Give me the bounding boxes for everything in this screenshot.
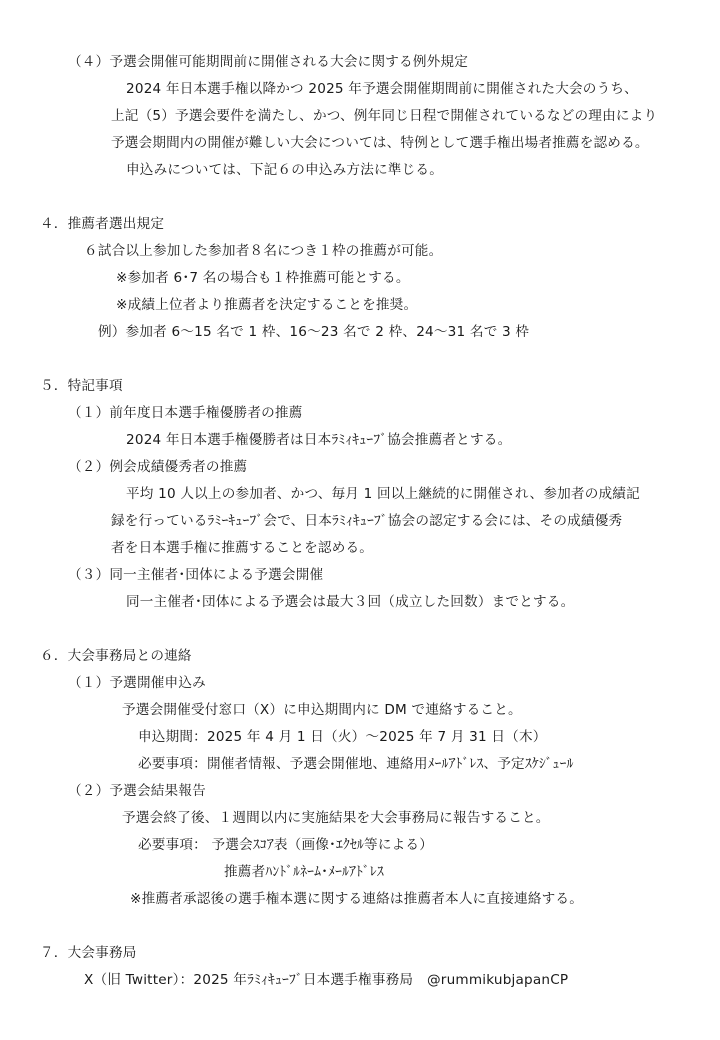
section-6-sub-1-text: 予選会開催受付窓口（X）に申込期間内に DM で連絡すること。 [122, 702, 522, 718]
section-4-heading: ４．推薦者選出規定 [40, 216, 165, 232]
section-5-sub-2-line-2: 録を行っているﾗﾐｰｷｭｰﾌﾞ会で、日本ﾗﾐｨｷｭｰﾌﾞ協会の認定する会には、その成績優秀 [111, 513, 623, 529]
section-5-sub-3-heading: （３）同一主催者･団体による予選会開催 [68, 567, 324, 583]
section-5-heading: ５．特記事項 [40, 378, 123, 394]
section-6-sub-2-text: 予選会終了後、１週間以内に実施結果を大会事務局に報告すること。 [122, 810, 550, 826]
section-3-4-application-note: 申込みについては、下記６の申込み方法に準じる。 [126, 162, 443, 178]
section-4-rule: ６試合以上参加した参加者８名につき１枠の推薦が可能。 [84, 243, 443, 259]
section-5-sub-2-line-1: 平均 10 人以上の参加者、かつ、毎月 1 回以上継続的に開催され、参加者の成績記 [126, 486, 640, 502]
section-3-4-paragraph-line-3: 予選会期間内の開催が難しい大会については、特例として選手権出場者推薦を認める。 [111, 135, 649, 151]
section-6-required-items: 必要事項：開催者情報、予選会開催地、連絡用ﾒｰﾙｱﾄﾞﾚｽ、予定ｽｹｼﾞｭｰﾙ [138, 756, 574, 772]
section-6-heading: ６．大会事務局との連絡 [40, 648, 192, 664]
section-5-sub-2-heading: （２）例会成績優秀者の推薦 [68, 459, 248, 475]
section-5-sub-1-heading: （１）前年度日本選手権優勝者の推薦 [68, 405, 303, 421]
section-6-sub-1-heading: （１）予選開催申込み [68, 675, 206, 691]
section-6-report-required-1: 必要事項： 予選会ｽｺｱ表（画像･ｴｸｾﾙ等による） [138, 837, 433, 853]
section-3-4-paragraph-line-1: 2024 年日本選手権以降かつ 2025 年予選会開催期間前に開催された大会のうち、 [126, 81, 638, 97]
section-5-sub-1-text: 2024 年日本選手権優勝者は日本ﾗﾐｨｷｭｰﾌﾞ協会推薦者とする。 [126, 432, 512, 448]
section-5-sub-2-line-3: 者を日本選手権に推薦することを認める。 [111, 540, 374, 556]
section-6-report-required-2: 推薦者ﾊﾝﾄﾞﾙﾈｰﾑ･ﾒｰﾙｱﾄﾞﾚｽ [224, 864, 384, 880]
section-3-4-heading: （４）予選会開催可能期間前に開催される大会に関する例外規定 [68, 54, 469, 70]
section-6-contact-note: ※推薦者承認後の選手権本選に関する連絡は推薦者本人に直接連絡する。 [130, 891, 583, 907]
section-5-sub-3-text: 同一主催者･団体による予選会は最大３回（成立した回数）までとする。 [126, 594, 575, 610]
section-7-heading: ７．大会事務局 [40, 945, 137, 961]
section-4-note-1: ※参加者 6･7 名の場合も１枠推薦可能とする。 [116, 270, 410, 286]
section-6-sub-2-heading: （２）予選会結果報告 [68, 783, 206, 799]
section-4-note-2: ※成績上位者より推薦者を決定することを推奨。 [116, 297, 418, 313]
section-6-application-period: 申込期間：2025 年 4 月 1 日（火）～2025 年 7 月 31 日（木） [138, 729, 547, 745]
section-3-4-paragraph-line-2: 上記（5）予選会要件を満たし、かつ、例年同じ日程で開催されているなどの理由により [111, 108, 658, 124]
section-7-contact: X（旧 Twitter）：2025 年ﾗﾐｨｷｭｰﾌﾞ日本選手権事務局 @rummikubjapanCP [84, 972, 569, 988]
section-4-example: 例）参加者 6～15 名で 1 枠、16～23 名で 2 枠、24～31 名で 3 枠 [98, 324, 530, 340]
